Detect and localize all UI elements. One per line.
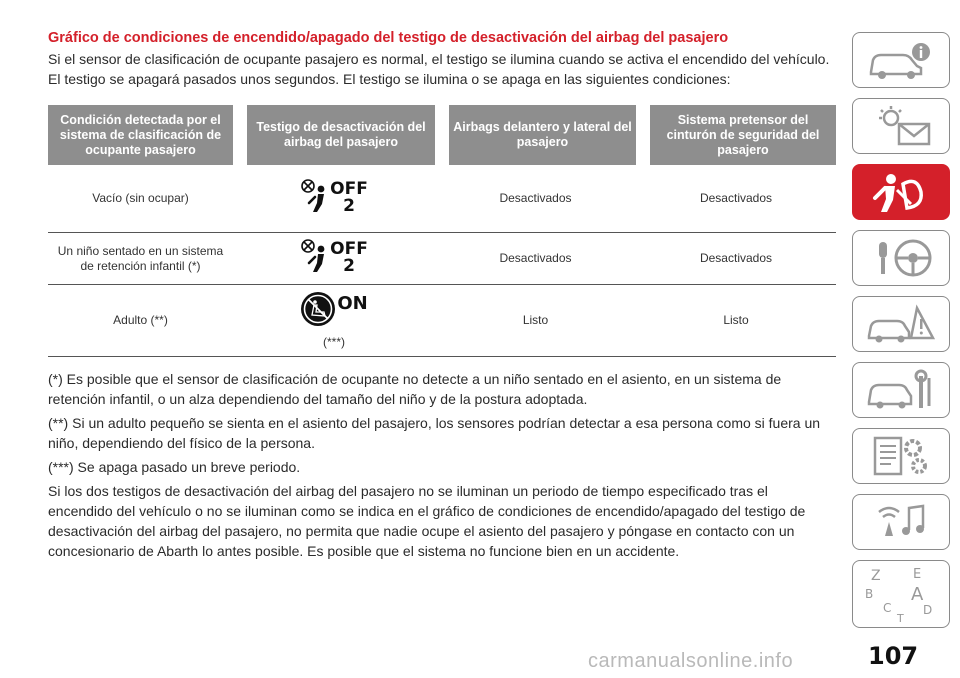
index-letter: E <box>913 567 922 582</box>
index-letter: D <box>923 603 933 617</box>
airbag-off-lamp <box>300 239 368 275</box>
table-row <box>48 165 836 233</box>
row-pretensioner: Desactivados <box>636 165 836 233</box>
tab-starting-driving[interactable] <box>852 230 950 286</box>
car-breakdown-icon <box>861 302 941 346</box>
car-info-icon <box>861 38 941 82</box>
airbag-conditions-table <box>48 105 836 357</box>
lamp-number: 2 <box>343 255 355 276</box>
lamp-on-label: ON <box>337 293 368 314</box>
warning-lights-mail-icon <box>861 104 941 148</box>
watermark: carmanualsonline.info <box>588 650 794 672</box>
row-condition: Un niño sentado en un sistema de retención infantil (*) <box>48 233 233 285</box>
lamp-number: 2 <box>343 195 355 216</box>
lamp-footnote: (***) <box>322 335 345 349</box>
tab-emergency[interactable] <box>852 296 950 352</box>
tab-safety[interactable] <box>852 164 950 220</box>
index-letter: A <box>911 584 924 605</box>
index-letter: Z <box>871 568 881 584</box>
row-lamp <box>233 233 435 285</box>
note-short-period: (***) Se apaga pasado un breve periodo. <box>48 459 301 475</box>
airbag-seatbelt-icon <box>861 170 941 214</box>
chapter-tabs <box>852 32 952 638</box>
alphabetical-index-icon <box>861 564 941 624</box>
row-pretensioner: Desactivados <box>636 233 836 285</box>
airbag-on-lamp <box>300 291 367 327</box>
tab-car-info[interactable] <box>852 32 950 88</box>
tab-warning-lights[interactable] <box>852 98 950 154</box>
note-warning: Si los dos testigos de desactivación del airbag del pasajero no se iluminan un periodo de tiempo especificado tras el encendido del vehículo o no se iluminan como se indica en el gráfico de condiciones de encendido/apagado del testigo de desactivación del airbag del pasajero, no permita que nadie ocupe el asiento del pasajero y póngase en contacto con un concesionario de Abarth lo antes posible. Es posible que el sistema no funcione bien en un accidente. <box>48 483 806 559</box>
airbag-off-lamp <box>300 179 368 215</box>
header-pretensioner: Sistema pretensor del cinturón de seguridad del pasajero <box>636 105 836 165</box>
page-title: Gráfico de condiciones de encendido/apagado del testigo de desactivación del airbag del pasajero <box>48 30 729 46</box>
index-letter: T <box>897 612 904 624</box>
note-small-adult: (**) Si un adulto pequeño se sienta en el asiento del pasajero, los sensores podrían detectar a esa persona como si fuera un niño, dependiendo del físico de la persona. <box>48 415 821 451</box>
specs-gears-icon <box>861 434 941 478</box>
intro-line-1: Si el sensor de clasificación de ocupante pasajero es normal, el testigo se ilumina cuando se activa el encendido del vehículo. <box>48 51 830 67</box>
row-airbags: Listo <box>435 285 636 357</box>
header-condition: Condición detectada por el sistema de clasificación de ocupante pasajero <box>48 105 233 165</box>
row-pretensioner: Listo <box>636 285 836 357</box>
intro-line-2: El testigo se apagará pasados unos segundos. El testigo se ilumina o se apaga en las siguientes condiciones: <box>48 71 731 87</box>
passenger-airbag-on-icon <box>300 291 336 327</box>
page-number: 107 <box>868 642 919 670</box>
passenger-airbag-off-icon <box>300 239 330 275</box>
lamp-off-label: OFF <box>330 178 368 199</box>
table-row <box>48 285 836 357</box>
tab-specifications[interactable] <box>852 428 950 484</box>
tab-multimedia[interactable] <box>852 494 950 550</box>
row-condition: Vacío (sin ocupar) <box>48 165 233 233</box>
tab-index[interactable] <box>852 560 950 628</box>
row-airbags: Desactivados <box>435 233 636 285</box>
row-lamp <box>233 285 435 357</box>
multimedia-icon <box>861 500 941 544</box>
row-lamp <box>233 165 435 233</box>
header-airbags: Airbags delantero y lateral del pasajero <box>435 105 636 165</box>
header-lamp: Testigo de desactivación del airbag del pasajero <box>233 105 435 165</box>
index-letter: C <box>883 601 892 615</box>
row-airbags: Desactivados <box>435 165 636 233</box>
page-content <box>48 30 836 561</box>
index-letter: B <box>865 587 874 601</box>
car-maintenance-icon <box>861 368 941 412</box>
row-condition: Adulto (**) <box>48 285 233 357</box>
note-child-detection: (*) Es posible que el sensor de clasificación de ocupante no detecte a un niño sentado en el asiento, en un sistema de retención infantil, o un alza dependiendo del tamaño del niño y de la postura adoptada. <box>48 371 782 407</box>
passenger-airbag-off-icon <box>300 179 330 215</box>
key-steering-wheel-icon <box>861 236 941 280</box>
tab-maintenance[interactable] <box>852 362 950 418</box>
lamp-off-label: OFF <box>330 238 368 259</box>
table-row <box>48 233 836 285</box>
